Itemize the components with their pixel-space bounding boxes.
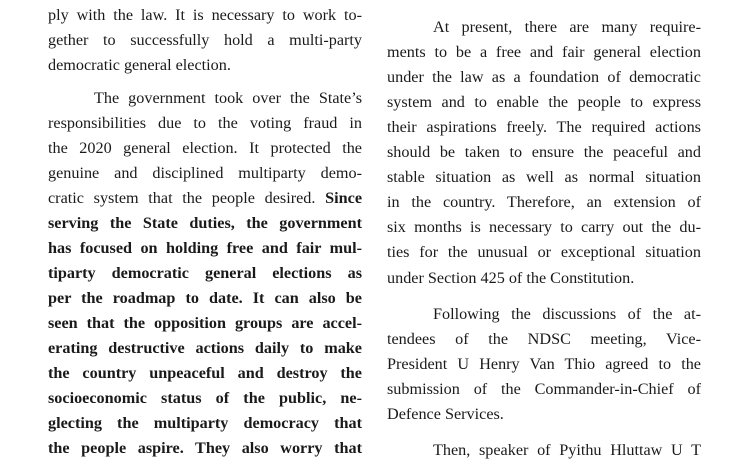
bold-line: tiparty democratic general elections as [48, 264, 362, 282]
text-line: stable situation as well as normal situation [387, 168, 701, 186]
text-line: their aspirations freely. The required actions [387, 118, 701, 136]
text-line: President U Henry Van Thio agreed to the [387, 355, 701, 373]
text-line: genuine and disciplined multiparty demo- [48, 164, 362, 182]
bold-line: has focused on holding free and fair mul- [48, 239, 362, 257]
bold-text: Since [325, 189, 362, 207]
paragraph-first-line: Then, speaker of Pyithu Hluttaw U T [433, 441, 701, 459]
text-line: six months is necessary to carry out the du- [387, 218, 701, 236]
text-line: ply with the law. It is necessary to work to- [48, 6, 362, 24]
regular-text: cratic system that the people desired. [48, 189, 316, 207]
paragraph-first-line: The government took over the State’s [94, 89, 362, 107]
text-line: system and to enable the people to express [387, 93, 701, 111]
text-line: submission of the Commander-in-Chief of [387, 380, 701, 398]
bold-line: socioeconomic status of the public, ne- [48, 389, 362, 407]
bold-line: the country unpeaceful and destroy the [48, 364, 362, 382]
bold-line: per the roadmap to date. It can also be [48, 289, 362, 307]
text-line: the 2020 general election. It protected the [48, 139, 362, 157]
text-line: tendees of the NDSC meeting, Vice- [387, 330, 701, 348]
text-line: in the country. Therefore, an extension of [387, 193, 701, 211]
text-line: under Section 425 of the Constitution. [387, 269, 635, 287]
text-line: ties for the unusual or exceptional situation [387, 243, 701, 261]
bold-line: erating destructive actions daily to make [48, 339, 362, 357]
bold-line: seen that the opposition groups are accel- [48, 314, 362, 332]
text-line: Defence Services. [387, 405, 504, 423]
bold-line: glecting the multiparty democracy that [48, 414, 362, 432]
text-line: democratic general election. [48, 56, 231, 74]
paragraph-first-line: Following the discussions of the at- [433, 305, 701, 323]
paragraph-first-line: At present, there are many require- [433, 18, 701, 36]
text-line: ments to be a free and fair general election [387, 43, 701, 61]
text-line: responsibilities due to the voting fraud in [48, 114, 362, 132]
bold-line: the people aspire. They also worry that [48, 439, 362, 457]
bold-line: serving the State duties, the government [48, 214, 362, 232]
text-line [48, 186, 362, 212]
text-line: under the law as a foundation of democratic [387, 68, 701, 86]
text-line: gether to successfully hold a multi-party [48, 31, 362, 49]
text-line: should be taken to ensure the peaceful and [387, 143, 701, 161]
